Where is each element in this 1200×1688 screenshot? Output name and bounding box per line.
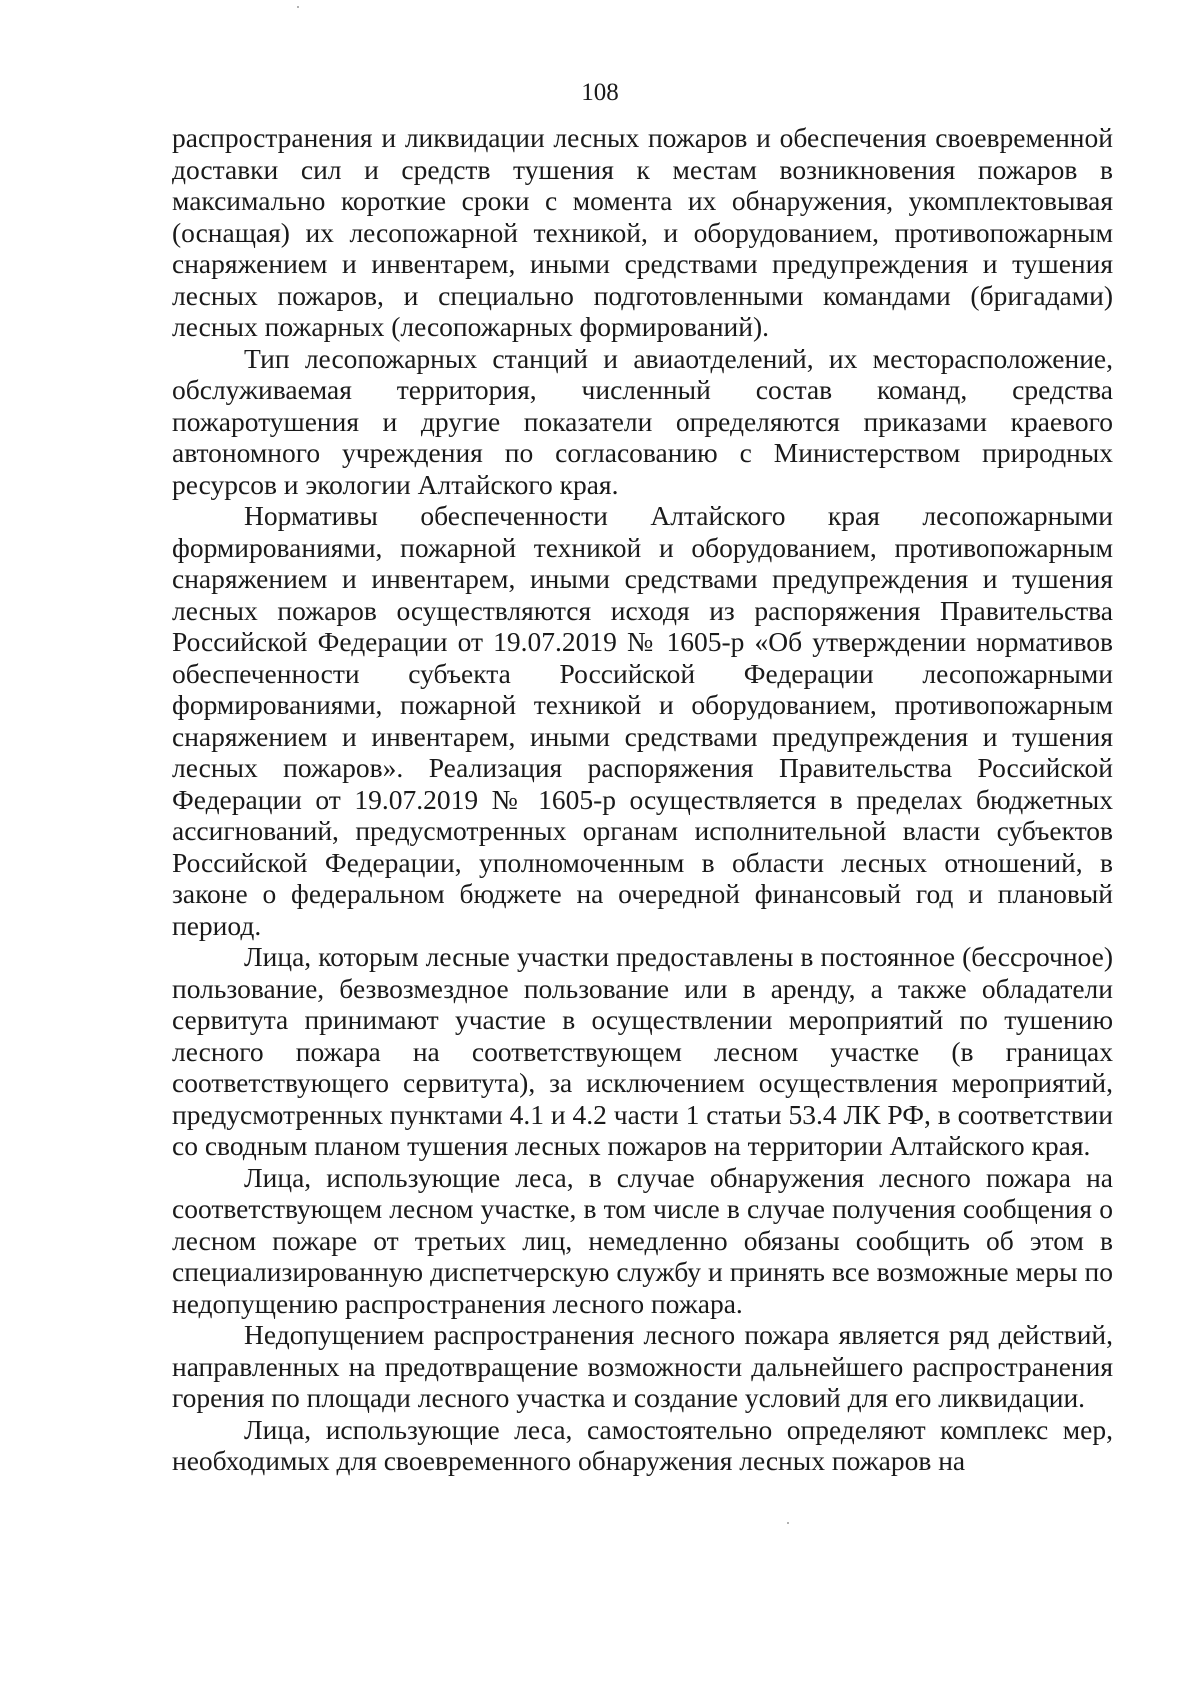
paragraph-norms: Нормативы обеспеченности Алтайского края лесопожарными формированиями, пожарной техникой и оборудованием, противопожарным снаряжением и инвентарем, иными средствами предупреждения и тушения лесных пожаров осуществляются исходя из распоряжения Правительства Российской Федерации от 19.07.2019 № 1605-р «Об утверждении нормативов обеспеченности субъекта Российской Федерации лесопожарными формированиями, пожарной техникой и оборудованием, противопожарным снаряжением и инвентарем, иными средствами предупреждения и тушения лесных пожаров». Реализация распоряжения Правительства Российской Федерации от 19.07.2019 № 1605-р осуществляется в пределах бюджетных ассигнований, предусмотренных органам исполнительной власти субъектов Российской Федерации, уполномоченным в области лесных отношений, в законе о федеральном бюджете на очередной финансовый год и плановый период.	[172, 500, 1113, 941]
body-text	[172, 122, 1113, 1477]
paragraph-forest-users: Лица, использующие леса, в случае обнаружения лесного пожара на соответствующем лесном участке, в том числе в случае получения сообщения о лесном пожаре от третьих лиц, немедленно обязаны сообщить об этом в специализированную диспетчерскую службу и принять все возможные меры по недопущению распространения лесного пожара.	[172, 1161, 1113, 1319]
scan-speck	[787, 1522, 789, 1524]
paragraph-measures: Лица, использующие леса, самостоятельно определяют комплекс мер, необходимых для своевременного обнаружения лесных пожаров на	[172, 1413, 1113, 1476]
paragraph-prevention: Недопущением распространения лесного пожара является ряд действий, направленных на предотвращение возможности дальнейшего распространения горения по площади лесного участка и создание условий для его ликвидации.	[172, 1319, 1113, 1413]
paragraph-continuation: распространения и ликвидации лесных пожаров и обеспечения своевременной доставки сил и средств тушения к местам возникновения пожаров в максимально короткие сроки с момента их обнаружения, укомплектовывая (оснащая) их лесопожарной техникой, и оборудованием, противопожарным снаряжением и инвентарем, иными средствами предупреждения и тушения лесных пожаров, и специально подготовленными командами (бригадами) лесных пожарных (лесопожарных формирований).	[172, 122, 1113, 342]
page-number: 108	[581, 79, 619, 106]
scan-speck	[297, 6, 299, 8]
paragraph-leaseholders: Лица, которым лесные участки предоставлены в постоянное (бессрочное) пользование, безвозмездное пользование или в аренду, а также обладатели сервитута принимают участие в осуществлении мероприятий по тушению лесного пожара на соответствующем лесном участке (в границах соответствующего сервитута), за исключением осуществления мероприятий, предусмотренных пунктами 4.1 и 4.2 части 1 статьи 53.4 ЛК РФ, в соответствии со сводным планом тушения лесных пожаров на территории Алтайского края.	[172, 941, 1113, 1161]
paragraph-fire-stations: Тип лесопожарных станций и авиаотделений, их месторасположение, обслуживаемая территория, численный состав команд, средства пожаротушения и другие показатели определяются приказами краевого автономного учреждения по согласованию с Министерством природных ресурсов и экологии Алтайского края.	[172, 342, 1113, 500]
